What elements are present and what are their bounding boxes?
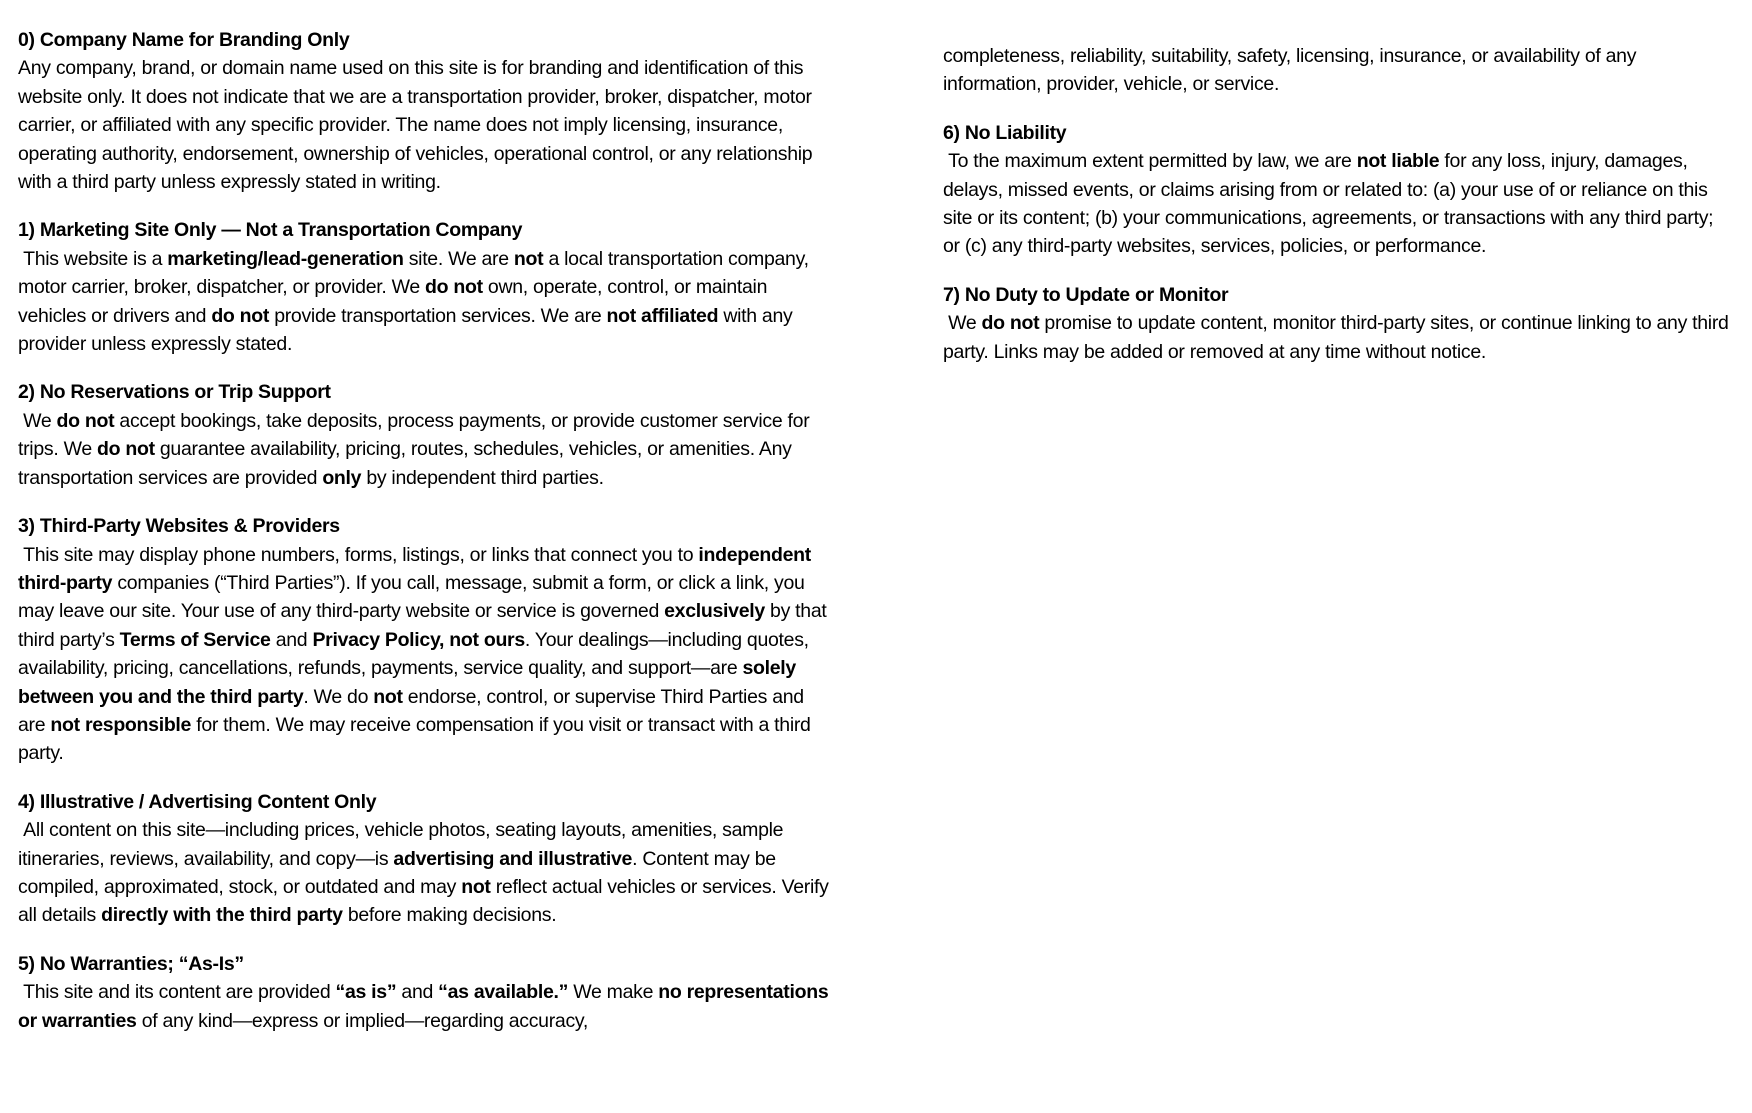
body-text: companies (“Third Parties”). If you call, message, submit a form, or click a link, you may leave our site. Your use of any third-party website or service is governed — [18, 571, 805, 623]
left-column — [18, 0, 830, 1055]
right-column — [943, 0, 1733, 386]
body-text: with any provider unless expressly stated. — [18, 304, 793, 356]
continuation-paragraph — [943, 42, 1733, 99]
section-heading: 0) Company Name for Branding Only — [18, 29, 350, 51]
bold-text: directly with the third party — [101, 904, 343, 927]
section-heading: 4) Illustrative / Advertising Content Only — [18, 790, 377, 813]
bold-text: advertising and illustrative — [393, 847, 633, 870]
bold-text: not affiliated — [606, 304, 719, 327]
body-text: accept bookings, take deposits, process payments, or provide customer service for trips. We — [18, 409, 810, 461]
bold-text: marketing/lead-generation — [167, 247, 404, 270]
body-text: This site and its content are provided — [18, 981, 336, 1004]
bold-text: only — [322, 466, 362, 489]
disclaimer-section — [943, 119, 1733, 261]
disclaimer-section — [18, 512, 830, 768]
body-text: before making decisions. — [342, 904, 557, 927]
body-text: . Your dealings—including quotes, availability, pricing, cancellations, refunds, payments, service quality, and support—are — [18, 628, 809, 680]
body-text: guarantee availability, pricing, routes, schedules, vehicles, or amenities. Any transportation services are provided — [18, 438, 792, 489]
body-text: We make — [568, 981, 659, 1004]
body-text: This website is a — [18, 247, 168, 270]
bold-text: do not — [97, 438, 155, 461]
body-text: endorse, control, or supervise Third Parties and are — [18, 685, 804, 736]
bold-text: no representations or warranties — [18, 981, 829, 1032]
body-text: for any loss, injury, damages, delays, missed events, or claims arising from or related to: (a) your use of or reliance on this site or its content; (b) your communications, agreements, or transactions with any third party; or (c) any third-party websites, services, policies, or performance. — [943, 150, 1714, 258]
disclaimer-section — [18, 378, 830, 492]
body-text: for them. We may receive compensation if you visit or transact with a third party. — [18, 713, 811, 765]
body-text: promise to update content, monitor third-party sites, or continue linking to any third party. Links may be added or removed at any time without notice. — [943, 312, 1729, 363]
disclaimer-section — [943, 281, 1733, 366]
body-text: provide transportation services. We are — [269, 304, 607, 327]
body-text: We — [943, 312, 982, 335]
bold-text: not — [513, 247, 544, 270]
section-heading: 6) No Liability — [943, 121, 1067, 144]
body-text: by that third party’s — [18, 600, 827, 651]
body-text: completeness, reliability, suitability, safety, licensing, insurance, or availability of any information, provider, vehicle, or service. — [943, 45, 1637, 96]
body-text: To the maximum extent permitted by law, we are — [943, 150, 1357, 173]
bold-text: Terms of Service — [119, 628, 271, 651]
body-text: and — [270, 628, 313, 651]
section-heading: 1) Marketing Site Only — Not a Transportation Company — [18, 219, 523, 242]
disclaimer-section — [18, 26, 830, 196]
body-text: . Content may be compiled, approximated, stock, or outdated and may — [18, 847, 776, 898]
body-text: of any kind—express or implied—regarding accuracy, — [136, 1009, 589, 1032]
body-text: We — [18, 409, 57, 432]
bold-text: solely between you and the third party — [18, 657, 796, 708]
disclaimer-section — [18, 216, 830, 358]
bold-text: do not — [425, 276, 483, 299]
body-text: site. We are — [403, 247, 514, 270]
body-text: and — [396, 981, 439, 1004]
body-text: reflect actual vehicles or services. Verify all details — [18, 875, 829, 927]
bold-text: independent third-party — [18, 543, 811, 594]
section-heading: 2) No Reservations or Trip Support — [18, 381, 331, 404]
section-heading: 3) Third-Party Websites & Providers — [18, 515, 340, 538]
bold-text: do not — [211, 304, 270, 327]
body-text: . We do — [303, 685, 374, 708]
disclaimer-section — [18, 950, 830, 1035]
bold-text: not — [461, 875, 491, 898]
body-text: All content on this site—including prices, vehicle photos, seating layouts, amenities, sample itineraries, reviews, availability, and copy—is — [18, 819, 784, 870]
body-text: own, operate, control, or maintain vehicles or drivers and — [18, 276, 768, 327]
bold-text: do not — [56, 409, 115, 432]
bold-text: not — [373, 685, 403, 708]
bold-text: “as available.” — [438, 981, 569, 1004]
body-text: This site may display phone numbers, forms, listings, or links that connect you to — [18, 543, 699, 566]
bold-text: Privacy Policy, not ours — [312, 628, 525, 651]
bold-text: not liable — [1356, 150, 1440, 173]
bold-text: not responsible — [50, 713, 192, 736]
bold-text: exclusively — [664, 600, 765, 623]
bold-text: “as is” — [335, 981, 397, 1004]
section-heading: 7) No Duty to Update or Monitor — [943, 283, 1229, 306]
bold-text: do not — [981, 312, 1040, 335]
body-text: a local transportation company, motor carrier, broker, dispatcher, or provider. We — [18, 247, 809, 299]
body-text: Any company, brand, or domain name used on this site is for branding and identification of this website only. It does not indicate that we are a transportation provider, broker, dispatcher, motor carrier, or affiliated with any specific provider. The name does not imply licensing, insurance, operating authority, endorsement, ownership of vehicles, operational control, or any relationship with a third party unless expressly stated in writing. — [18, 57, 813, 194]
body-text: by independent third parties. — [361, 466, 604, 489]
disclaimer-section — [18, 788, 830, 930]
section-heading: 5) No Warranties; “As-Is” — [18, 952, 244, 975]
